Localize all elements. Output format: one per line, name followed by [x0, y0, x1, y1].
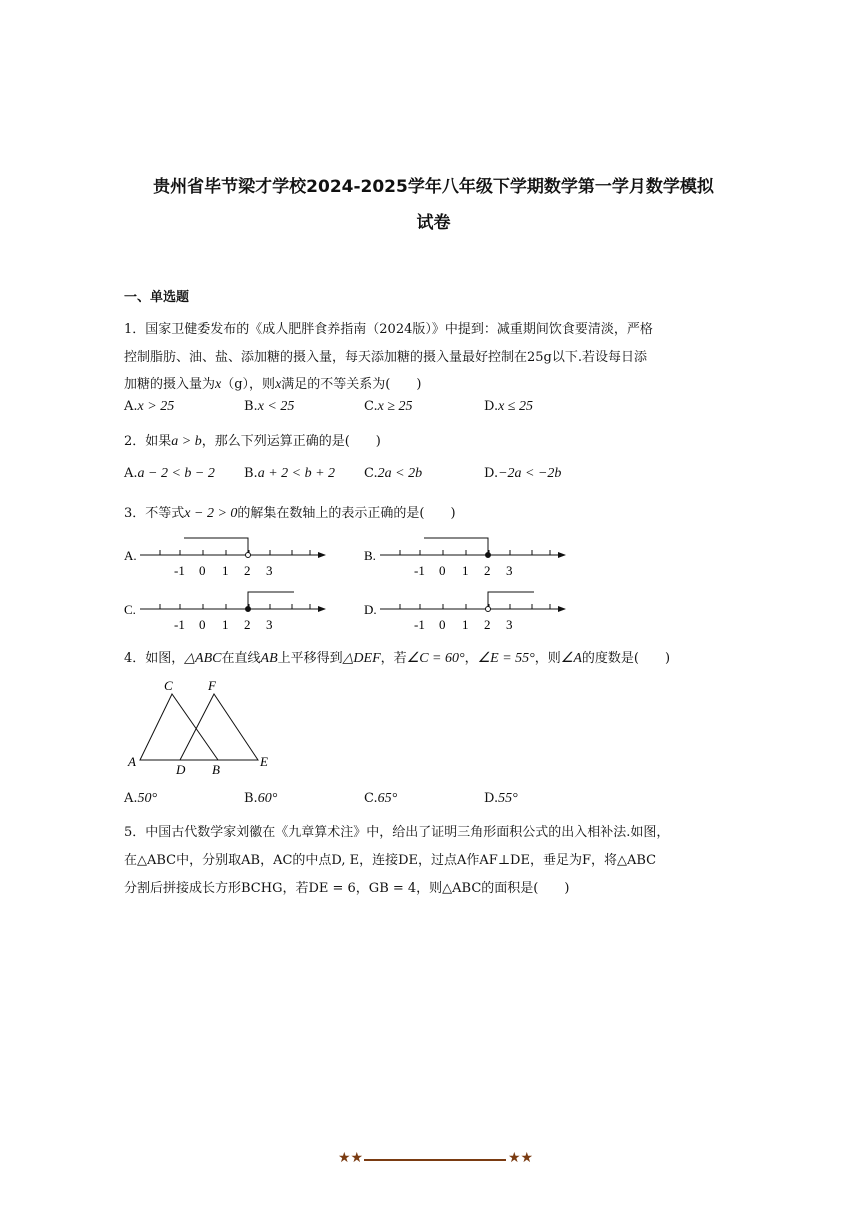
- tick-label: 1: [462, 617, 469, 630]
- tick-label: 3: [506, 617, 513, 630]
- q1-option-d[interactable]: D.x ≤ 25: [484, 399, 533, 414]
- solution-bracket: [184, 538, 248, 555]
- option-label: D.: [364, 602, 377, 617]
- q5-line2: 在△ABC中，分别取AB，AC的中点D, E，连接DE，过点A作AF⊥DE，垂足为F，将△ABC: [124, 853, 657, 868]
- solution-bracket: [488, 592, 534, 609]
- closed-dot: [486, 553, 491, 558]
- q2-option-d[interactable]: D.−2a < −2b: [484, 466, 562, 481]
- page-footer: [0, 1150, 867, 1170]
- q1-text: 满足的不等关系为( ): [281, 377, 422, 392]
- q1-line2: 控制脂肪、油、盐、添加糖的摄入量，每天添加糖的摄入量最好控制在25g以下.若设每日添: [124, 350, 647, 365]
- point-label-f: F: [208, 678, 216, 693]
- q1-text: （g），则: [221, 377, 276, 392]
- tick-label: -1: [174, 617, 185, 630]
- section-heading: 一、单选题: [124, 290, 190, 305]
- q1-var: x: [215, 377, 222, 392]
- solution-bracket: [248, 592, 294, 609]
- q3-option-a[interactable]: [124, 538, 325, 578]
- footer-stars-right: ★★: [508, 1150, 534, 1166]
- q4-option-c[interactable]: C.65°: [364, 791, 398, 806]
- q4-option-a[interactable]: A.50°: [124, 791, 158, 806]
- footer-divider: [364, 1159, 506, 1161]
- tick-label: -1: [414, 617, 425, 630]
- tick-label: 2: [244, 563, 251, 578]
- point-label-b: B: [212, 762, 220, 777]
- point-label-d: D: [176, 762, 186, 777]
- q3-option-d[interactable]: [364, 592, 565, 630]
- point-label-e: E: [260, 754, 268, 769]
- tick-label: 0: [439, 617, 446, 630]
- tick-label: 0: [199, 563, 206, 578]
- q2-option-b[interactable]: B.a + 2 < b + 2: [244, 466, 336, 481]
- tick-label: 3: [266, 617, 273, 630]
- solution-bracket: [424, 538, 488, 555]
- triangle-def: [180, 694, 258, 760]
- q4-option-d[interactable]: D.55°: [484, 791, 518, 806]
- q1-option-b[interactable]: B.x < 25: [244, 399, 295, 414]
- q1-text: 加糖的摄入量为: [124, 377, 216, 392]
- triangle-abc: [140, 694, 218, 760]
- q1-line1: 1．国家卫健委发布的《成人肥胖食养指南（2024版）》中提到：减重期间饮食要清淡，严格: [124, 322, 653, 337]
- open-dot: [246, 553, 251, 558]
- closed-dot: [246, 607, 251, 612]
- q3-stem: 3．不等式x − 2 > 0的解集在数轴上的表示正确的是( ): [124, 506, 456, 521]
- q4-stem: 4．如图，△ABC在直线AB上平移得到△DEF，若∠C = 60°，∠E = 55°，则∠A的度数是( ): [124, 651, 671, 666]
- tick-label: 0: [199, 617, 206, 630]
- q1-line3: [124, 373, 421, 393]
- q3-option-b[interactable]: [364, 538, 565, 578]
- q4-triangle-figure: [124, 678, 284, 778]
- open-dot: [486, 607, 491, 612]
- tick-label: 0: [439, 563, 446, 578]
- tick-label: -1: [414, 563, 425, 578]
- q1-var: x: [275, 377, 282, 392]
- tick-label: 3: [266, 563, 273, 578]
- q1-option-a[interactable]: A.x > 25: [124, 399, 175, 414]
- q2-option-c[interactable]: C.2a < 2b: [364, 466, 423, 481]
- tick-label: 1: [222, 617, 229, 630]
- q2-stem: 2．如果a > b，那么下列运算正确的是( ): [124, 434, 381, 449]
- point-label-a: A: [128, 754, 136, 769]
- option-label: C.: [124, 602, 136, 617]
- option-label: A.: [124, 548, 137, 563]
- tick-label: -1: [174, 563, 185, 578]
- tick-label: 1: [462, 563, 469, 578]
- exam-title-line1: 贵州省毕节梁才学校2024-2025学年八年级下学期数学第一学月数学模拟: [153, 177, 714, 197]
- footer-stars-left: ★★: [338, 1150, 364, 1166]
- point-label-c: C: [164, 678, 173, 693]
- tick-label: 2: [484, 563, 491, 578]
- q5-line1: 5．中国古代数学家刘徽在《九章算术注》中，给出了证明三角形面积公式的出入相补法.如图，: [124, 825, 670, 840]
- exam-title-line2: 试卷: [416, 213, 451, 233]
- q3-option-c[interactable]: [124, 592, 325, 630]
- tick-label: 1: [222, 563, 229, 578]
- tick-label: 2: [244, 617, 251, 630]
- tick-label: 3: [506, 563, 513, 578]
- option-label: B.: [364, 548, 376, 563]
- q5-line3: 分割后拼接成长方形BCHG，若DE = 6，GB = 4，则△ABC的面积是( ): [124, 881, 570, 896]
- q3-number-lines: [120, 530, 580, 630]
- q4-option-b[interactable]: B.60°: [244, 791, 278, 806]
- q1-option-c[interactable]: C.x ≥ 25: [364, 399, 413, 414]
- tick-label: 2: [484, 617, 491, 630]
- q2-option-a[interactable]: A.a − 2 < b − 2: [124, 466, 215, 481]
